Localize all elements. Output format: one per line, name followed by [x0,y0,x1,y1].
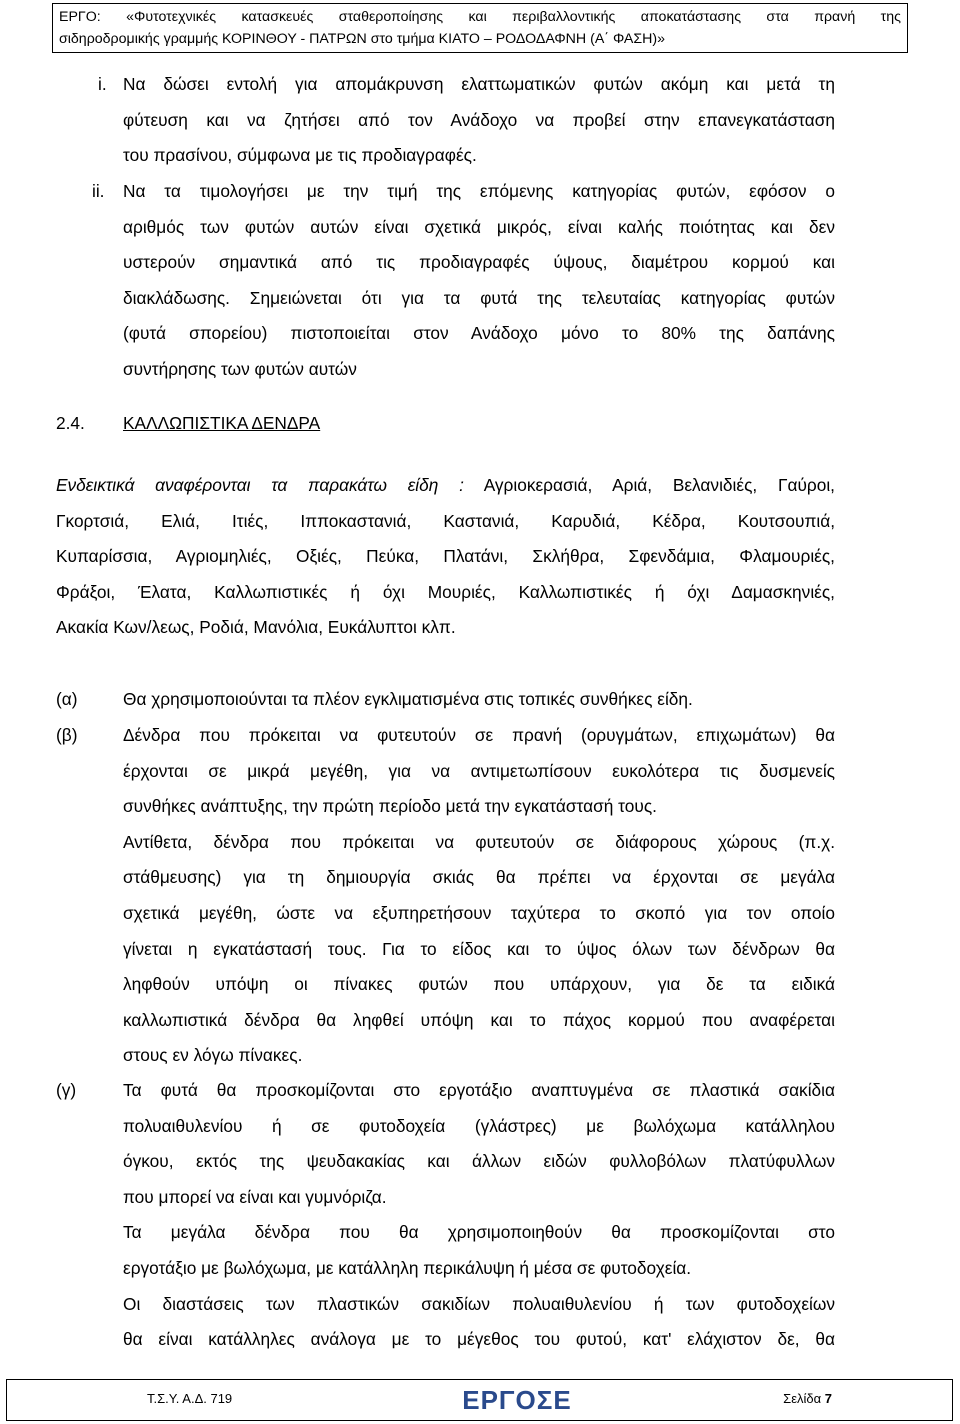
document-header [52,3,908,53]
logo-lettering: ΕΡΓΟΣΕ [462,1385,572,1415]
header-line-1: ΕΡΓΟ: «Φυτοτεχνικές κατασκευές σταθεροποίησης και περιβαλλοντικής αποκατάστασης στα πρανή της [59,9,901,25]
list-marker-ii: ii. [92,181,105,201]
list-item-c: Τα φυτά θα προσκομίζονται στο εργοτάξιο αναπτυγμένα σε πλαστικά σακίδια πολυαιθυλενίου ή σε φυτοδοχεία (γλάστρες) με βωλόχωμα κατάλληλου όγκου, εκτός της ψευδακακίας και άλλων ειδών φυλλοβόλων πλατύφυλλων που μπορεί να είναι και γυμνόριζα. Τα μεγάλα δένδρα που θα χρησιμοποιηθούν θα προσκομίζονται στο εργοτάξιο με βωλόχωμα, με κατάλληλη περικάλυψη ή μέσα σε φυτοδοχεία. Οι διαστάσεις των πλαστικών σακιδίων πολυαιθυλενίου ή των φυτοδοχείων θα είναι κατάλληλες ανάλογα με το μέγεθος του φυτού, κατ' ελάχιστον δε, θα [123,1080,835,1350]
section-number: 2.4. [56,413,85,433]
list-item-i: Να δώσει εντολή για απομάκρυνση ελαττωματικών φυτών ακόμη και μετά τη φύτευση και να ζητήσει από τον Ανάδοχο να προβεί στην επανεγκατάσταση του πρασίνου, σύμφωνα με τις προδιαγραφές. [123,74,835,166]
ergose-logo [447,1384,587,1416]
list-marker-a: (α) [56,689,78,709]
list-item-a: Θα χρησιμοποιούνται τα πλέον εγκλιματισμένα στις τοπικές συνθήκες είδη. [123,689,693,709]
section-title: ΚΑΛΛΩΠΙΣΤΙΚΑ ΔΕΝΔΡΑ [123,413,321,433]
list-marker-c: (γ) [56,1080,77,1100]
list-item-ii: Να τα τιμολογήσει με την τιμή της επόμενης κατηγορίας φυτών, εφόσον ο αριθμός των φυτών αυτών είναι σχετικά μικρός, είναι καλής ποιότητας και δεν υστερούν σημαντικά από τις προδιαγραφές ύψους, διαμέτρου κορμού και διακλάδωσης. Σημειώνεται ότι για τα φυτά της τελευταίας κατηγορίας φυτών (φυτά σπορείου) πιστοποιείται στον Ανάδοχο μόνο το 80% της δαπάνης συντήρησης των φυτών αυτών [123,181,835,379]
page-number: 7 [824,1391,832,1406]
list-item-b: Δένδρα που πρόκειται να φυτευτούν σε πρανή (ορυγμάτων, επιχωμάτων) θα έρχονται σε μικρά μεγέθη, για να αντιμετωπίσουν ευκολότερα τις δυσμενείς συνθήκες ανάπτυξης, την πρώτη περίοδο μετά την εγκατάστασή τους. Αντίθετα, δένδρα που πρόκειται να φυτευτούν σε διάφορους χώρους (π.χ. στάθμευσης) για τη δημιουργία σκιάς θα πρέπει να έρχονται σε μεγάλα σχετικά μεγέθη, ώστε να εξυπηρετήσουν ταχύτερα το σκοπό για τον οποίο γίνεται η εγκατάστασή τους. Για το είδος και το ύψος όλων των δένδρων θα ληφθούν υπόψη οι πίνακες φυτών που υπάρχουν, για δε τα ειδικά καλλωπιστικά δένδρα θα ληφθεί υπόψη και το πάχος κορμού που αναφέρεται στους εν λόγω πίνακες. [123,725,835,1066]
footer-reference: Τ.Σ.Υ. Α.Δ. 719 [147,1391,233,1406]
page-indicator: Σελίδα 7 [783,1391,832,1406]
species-paragraph: Ενδεικτικά αναφέρονται τα παρακάτω είδη : Αγριοκερασιά, Αριά, Βελανιδιές, Γαύροι, Γκορτσιά, Ελιά, Ιτιές, Ιπποκαστανιά, Καστανιά, Καρυδιά, Κέδρα, Κουτσουπιά, Κυπαρίσσια, Αγριομηλιές, Οξιές, Πεύκα, Πλατάνι, Σκλήθρα, Σφενδάμια, Φλαμουριές, Φράξοι, Έλατα, Καλλωπιστικές ή όχι Μουριές, Καλλωπιστικές ή όχι Δαμασκηνιές, Ακακία Κων/λεως, Ροδιά, Μανόλια, Ευκάλυπτοι κλπ. [56,475,835,638]
document-footer [6,1379,953,1421]
header-line-2: σιδηροδρομικής γραμμής ΚΟΡΙΝΘΟΥ - ΠΑΤΡΩΝ στο τμήμα ΚΙΑΤΟ – ΡΟΔΟΔΑΦΝΗ (Α΄ ΦΑΣΗ)» [59,31,665,47]
list-marker-b: (β) [56,725,78,745]
list-marker-i: i. [98,74,107,94]
intro-italic: Ενδεικτικά αναφέρονται τα παρακάτω είδη : [56,475,464,495]
